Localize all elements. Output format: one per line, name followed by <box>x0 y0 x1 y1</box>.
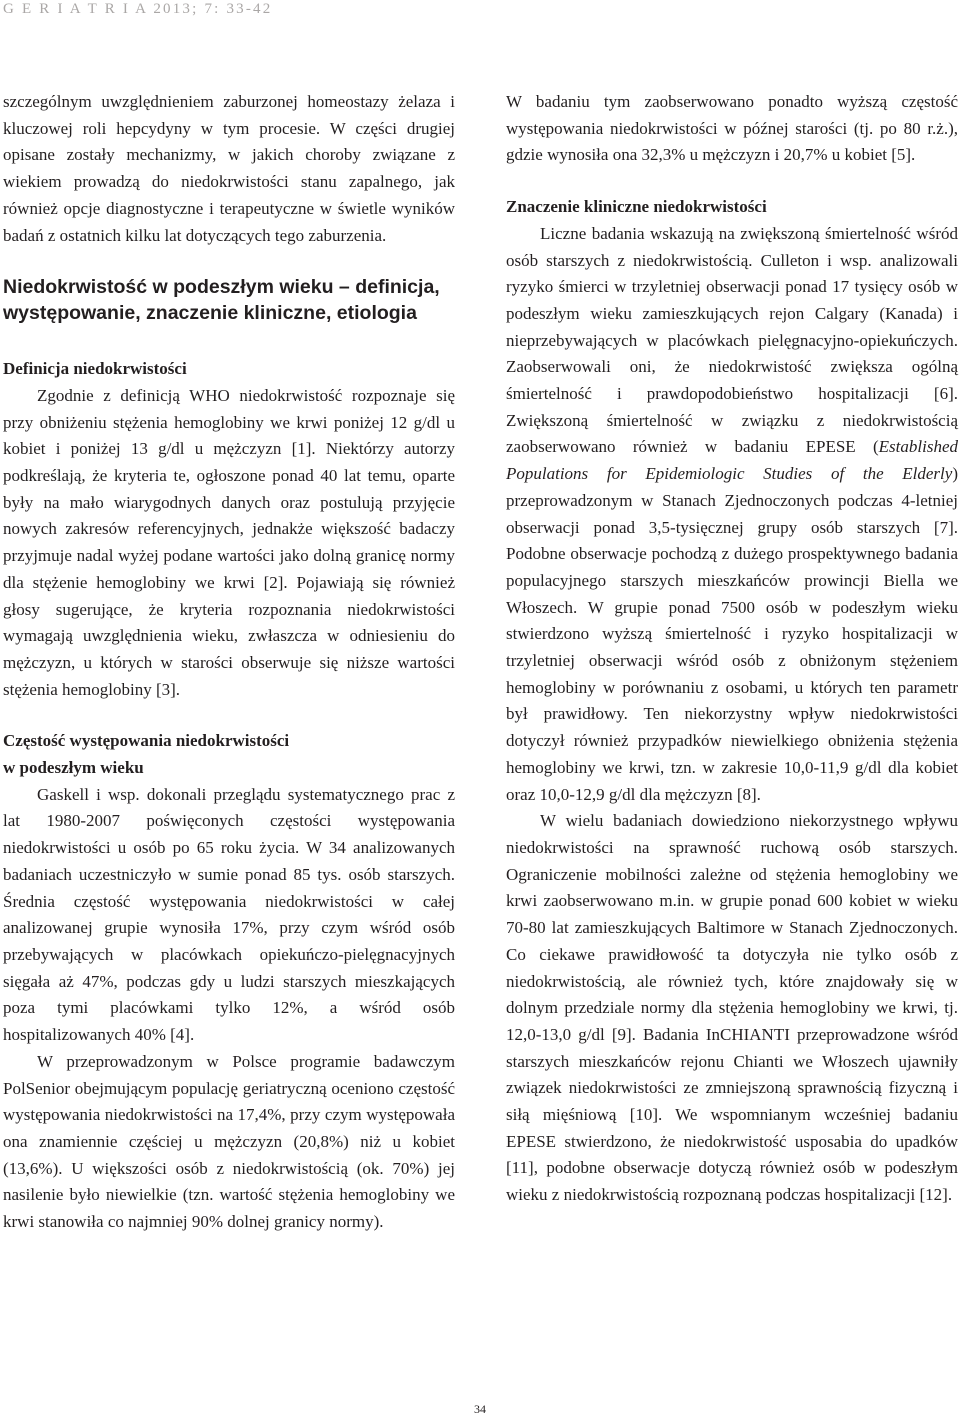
frequency-heading-line2: w podeszłym wieku <box>3 758 144 778</box>
epese-full-name: Established Populations for Epidemiologic Studies of the Elderly <box>506 437 958 484</box>
intro-paragraph: szczególnym uwzględnieniem zaburzonej homeostazy żelaza i kluczowej roli hepcydyny w tym procesie. W części drugiej opisane zostały mechanizmy, w jakich choroby związane z wiekiem prowadzą do niedokrwistości stanu zapalnego, jak również opcje diagnostyczne i terapeutyczne w świetle wyników badań z ostatnich kilku lat dotyczących tego zaburzenia. <box>3 92 455 245</box>
clinical-p1-part-a: Liczne badania wskazują na zwiększoną śmiertelność wśród osób starszych z niedokrwistością. Culleton i wsp. analizowali ryzyko śmierci w trzyletniej obserwacji ponad 17 tysięcy osób w podeszłym wieku zamieszkujących rejon Calgary (Kanada) i nieprzebywających w placówkach pielęgnacyjno-opiekuńczych. Zaobserwowali oni, że niedokrwistość zwiększa ogólną śmiertelność i prawdopodobieństwo hospitalizacji [6]. Zwiększoną śmiertelność w związku z niedokrwistością zaobserwowano również w badaniu EPESE ( <box>506 223 958 457</box>
clinical-paragraph-2: W wielu badaniach dowiedziono niekorzystnego wpływu niedokrwistości na sprawność ruchową osób starszych. Ograniczenie mobilności zależne od stężenia hemoglobiny we krwi zaobserwowano m.in. w grupie ponad 600 kobiet w wieku 70-80 lat zamieszkujących Baltimore w Stanach Zjednoczonych. Co ciekawe prawidłowość ta dotyczyła nie tylko osób z niedokrwistością, ale również tych, które znajdowały się w dolnym przedziale normy dla stężenia hemoglobiny we krwi, tj. 12,0-13,0 g/dl [9]. Badania InCHIANTI przeprowadzone wśród starszych mieszkańców rejonu Chianti we Włoszech ujawniły związek niedokrwistości ze zmniejszoną sprawnością fizyczną i siłą mięśniową [10]. We wspomnianym wcześniej badaniu EPESE stwierdzono, że niedokrwistość usposabia do upadków [11], podobne obserwacje dotyczą również osób w podeszłym wieku z niedokrwistością rozpoznaną podczas hospitalizacji [12]. <box>506 811 958 1205</box>
section-heading: Niedokrwistość w podeszłym wieku – definicja, występowanie, znaczenie kliniczne, etiologia <box>3 276 440 325</box>
frequency-heading <box>3 728 455 781</box>
left-column <box>3 89 455 1236</box>
definition-paragraph: Zgodnie z definicją WHO niedokrwistość rozpoznaje się przy obniżeniu stężenia hemoglobiny we krwi poniżej 12 g/dl u kobiet i poniżej 13 g/dl u mężczyzn [1]. Niektórzy autorzy podkreślają, że kryteria te, ogłoszone ponad 40 lat temu, oparte były na mało wiarygodnych danych oraz postulują przyjęcie nowych zakresów referencyjnych, jednakże większość badaczy przyjmuje nadal wyżej podane wartości jako dolną granicę normy dla stężenie hemoglobiny we krwi [2]. Pojawiają się również głosy sugerujące, że kryteria rozpoznania niedokrwistości wymagają uwzględnienia wieku, zwłaszcza w odniesieniu do mężczyzn, u których w starości obserwuje się niższe wartości stężenia hemoglobiny [3]. <box>3 385 455 699</box>
frequency-heading-line1: Częstość występowania niedokrwistości <box>3 731 290 751</box>
clinical-p1-part-b: ) przeprowadzonym w Stanach Zjednoczonych podczas 4-letniej obserwacji ponad 3,5-tysięcznej grupy osób starszych [7]. Podobne obserwacje pochodzą z dużego prospektywnego badania populacyjnego starszych mieszkańców prowincji Biella we Włoszech. W grupie ponad 7500 osób w podeszłym wieku stwierdzono wyższą śmiertelność i ryzyko hospitalizacji w trzyletniej obserwacji wśród osób z obniżonym stężeniem hemoglobiny w porównaniu z osobami, u których ten parametr był prawidłowy. Ten niekorzystny wpływ niedokrwistości dotyczył również przypadków niewielkiego obniżenia stężenia hemoglobiny we krwi, tzn. w zakresie 10,0-11,9 g/dl dla kobiet oraz 10,0-12,9 g/dl dla mężczyzn [8]. <box>506 464 958 804</box>
running-header <box>0 0 960 42</box>
clinical-heading: Znaczenie kliniczne niedokrwistości <box>506 197 767 217</box>
continuation-paragraph: W badaniu tym zaobserwowano ponadto wyższą częstość występowania niedokrwistości w późnej starości (tj. po 80 r.ż.), gdzie wynosiła ona 32,3% u mężczyzn i 20,7% u kobiet [5]. <box>506 92 958 165</box>
page-number: 34 <box>474 1402 486 1416</box>
polsenior-paragraph: W przeprowadzonym w Polsce programie badawczym PolSenior obejmującym populację geriatryczną oceniono częstość występowania niedokrwistości na 17,4%, przy czym występowała ona znamiennie częściej u mężczyzn (20,8%) niż u kobiet (13,6%). U większości osób z niedokrwistością (ok. 70%) jej nasilenie było niewielkie (tzn. wartość stężenia hemoglobiny we krwi stanowiła co najmniej 90% dolnej granicy normy). <box>3 1051 455 1232</box>
definition-heading: Definicja niedokrwistości <box>3 359 187 379</box>
clinical-paragraph-1 <box>506 221 958 808</box>
journal-header: G E R I A T R I A 2013; 7: 33-42 <box>3 1 273 17</box>
right-column <box>506 89 958 1209</box>
frequency-paragraph: Gaskell i wsp. dokonali przeglądu systematycznego prac z lat 1980-2007 poświęconych częstości występowania niedokrwistości u osób po 65 roku życia. W 34 analizowanych badaniach uczestniczyło w sumie ponad 85 tys. osób starszych. Średnia częstość występowania niedokrwistości w całej analizowanej grupie wynosiła 17%, przy czym wśród osób przebywających w placówkach opiekuńczo-pielęgnacyjnych sięgała aż 47%, podczas gdy u ludzi starszych mieszkających poza tymi placówkami tylko 12%, a wśród osób hospitalizowanych 40% [4]. <box>3 784 455 1045</box>
